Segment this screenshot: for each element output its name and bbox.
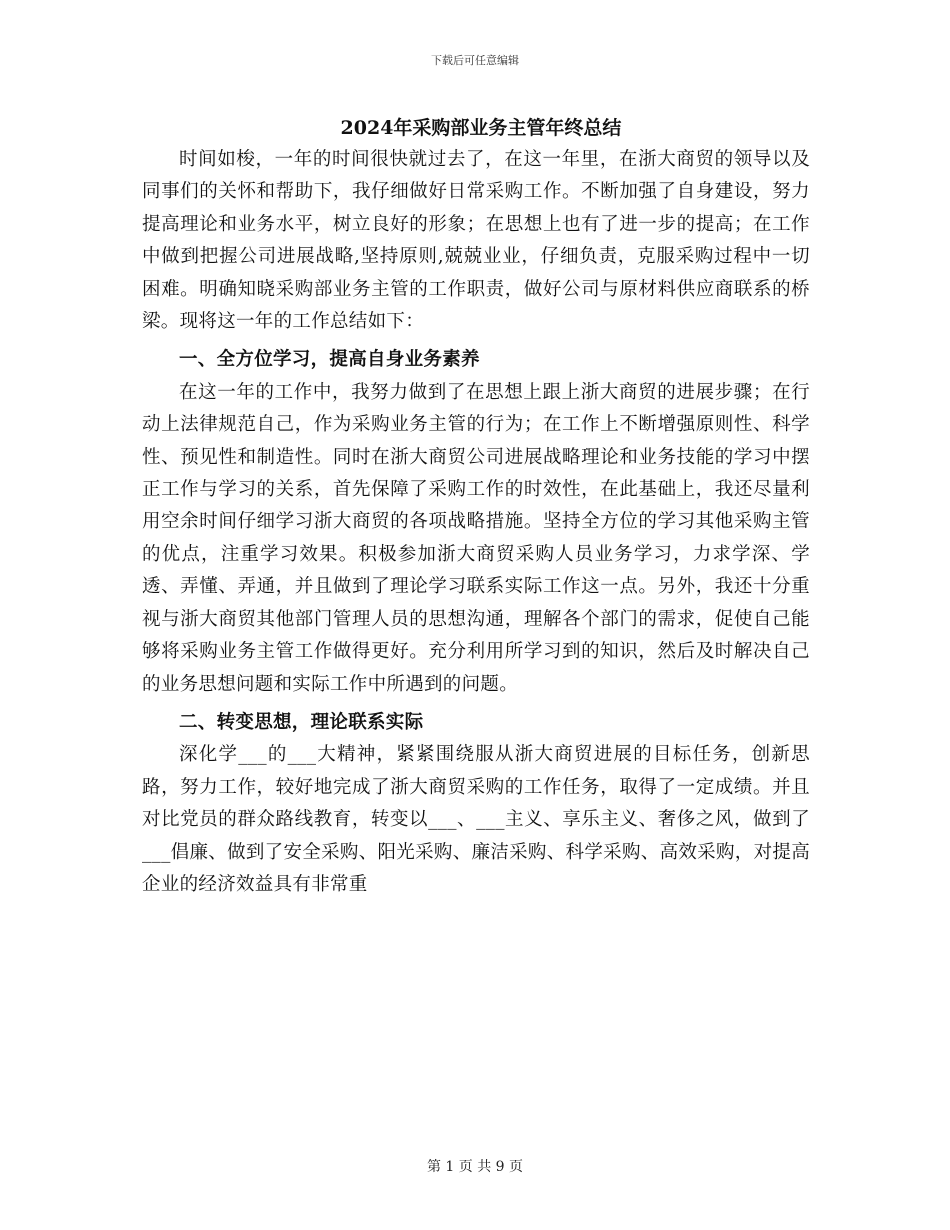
section-2-paragraph: 深化学___的___大精神，紧紧围绕服从浙大商贸进展的目标任务，创新思路，努力工作，较好地完成了浙大商贸采购的工作任务，取得了一定成绩。并且对比党员的群众路线教育，转变以___、___主义、享乐主义、奢侈之风，做到了___倡廉、做到了安全采购、阳光采购、廉洁采购、科学采购、高效采购，对提高企业的经济效益具有非常重 (142, 744, 810, 895)
page-header-note: 下载后可任意编辑 (431, 54, 519, 67)
intro-paragraph: 时间如梭，一年的时间很快就过去了，在这一年里，在浙大商贸的领导以及同事们的关怀和帮助下，我仔细做好日常采购工作。不断加强了自身建设，努力提高理论和业务水平，树立良好的形象；在思想上也有了进一步的提高；在工作中做到把握公司进展战略,坚持原则,兢兢业业，仔细负责，克服采购过程中一切困难。明确知晓采购部业务主管的工作职责，做好公司与原材料供应商联系的桥梁。现将这一年的工作总结如下： (142, 149, 810, 333)
section-2-heading: 二、转变思想，理论联系实际 (179, 711, 424, 733)
document-body (142, 112, 810, 901)
page-number-footer: 第 1 页 共 9 页 (426, 1159, 524, 1175)
document-title: 2024年采购部业务主管年终总结 (340, 117, 622, 139)
section-1-paragraph: 在这一年的工作中，我努力做到了在思想上跟上浙大商贸的进展步骤；在行动上法律规范自己，作为采购业务主管的行为；在工作上不断增强原则性、科学性、预见性和制造性。同时在浙大商贸公司进展战略理论和业务技能的学习中摆正工作与学习的关系，首先保障了采购工作的时效性，在此基础上，我还尽量利用空余时间仔细学习浙大商贸的各项战略措施。坚持全方位的学习其他采购主管的优点，注重学习效果。积极参加浙大商贸采购人员业务学习，力求学深、学透、弄懂、弄通，并且做到了理论学习联系实际工作这一点。另外，我还十分重视与浙大商贸其他部门管理人员的思想沟通，理解各个部门的需求，促使自己能够将采购业务主管工作做得更好。充分利用所学习到的知识，然后及时解决自己的业务思想问题和实际工作中所遇到的问题。 (142, 381, 810, 695)
section-1-heading: 一、全方位学习，提高自身业务素养 (179, 349, 480, 371)
